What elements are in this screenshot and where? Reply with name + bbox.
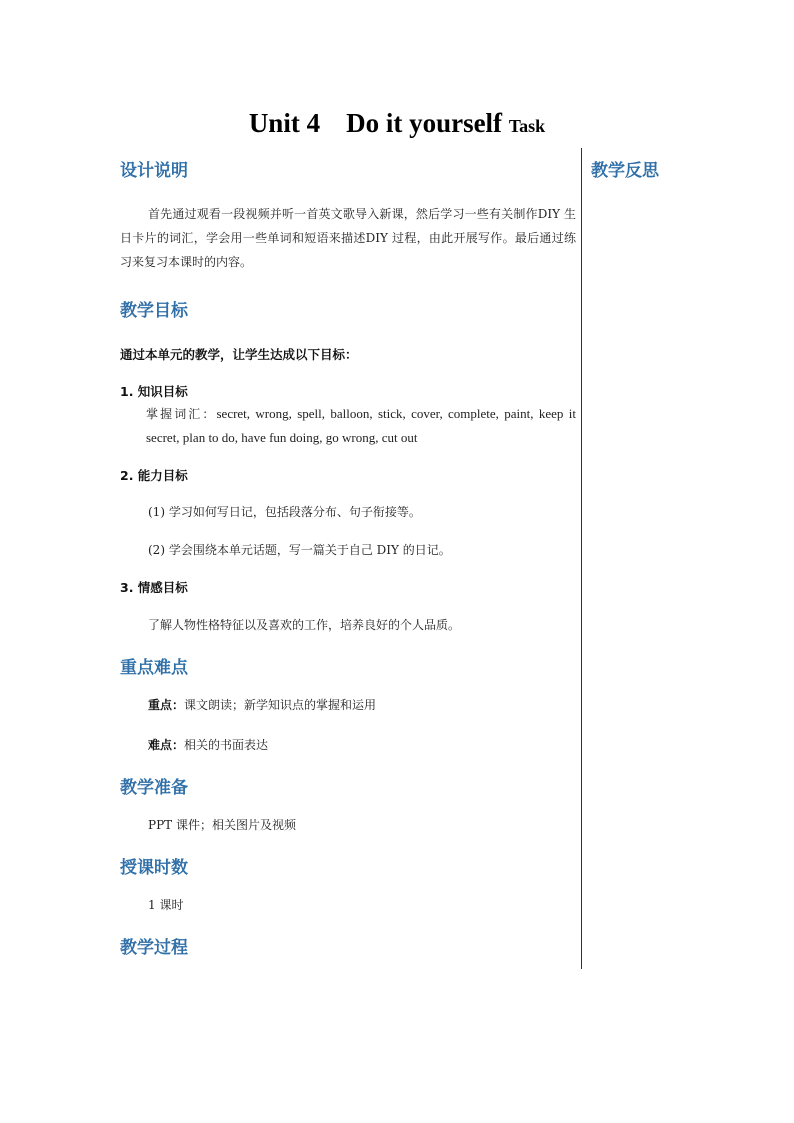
design-heading: 设计说明 — [120, 161, 188, 181]
key-text: 课文朗读；新学知识点的掌握和运用 — [184, 698, 377, 712]
title-name: Do it yourself — [346, 108, 503, 138]
objectives-heading: 教学目标 — [120, 301, 188, 321]
preparation-text: PPT 课件；相关图片及视频 — [148, 818, 296, 832]
title-suffix: Task — [508, 116, 546, 136]
design-text: 首先通过观看一段视频并听一首英文歌导入新课，然后学习一些有关制作DIY 生日卡片的词汇，学会用一些单词和短语来描述DIY 过程，由此开展写作。最后通过练习来复习本课时的内容。 — [120, 207, 576, 269]
page-title — [0, 108, 794, 139]
ability-heading: 2. 能力目标 — [120, 468, 188, 483]
emotion-text: 了解人物性格特征以及喜欢的工作，培养良好的个人品质。 — [148, 618, 461, 632]
difficult-point-line — [148, 736, 268, 753]
emotion-heading: 3. 情感目标 — [120, 580, 188, 595]
title-unit: Unit 4 — [248, 108, 321, 138]
key-label: 重点： — [148, 698, 185, 712]
knowledge-heading: 1. 知识目标 — [120, 384, 188, 399]
difficult-label: 难点： — [148, 738, 185, 752]
knowledge-text — [146, 402, 576, 450]
difficult-text: 相关的书面表达 — [184, 738, 269, 752]
preparation-heading: 教学准备 — [120, 778, 188, 798]
reflection-heading: 教学反思 — [591, 161, 659, 181]
knowledge-words: secret, wrong, spell, balloon, stick, cover, complete, paint, keep it secret, plan to do, have fun doing, go wrong, cut out — [146, 406, 576, 445]
hours-text: 1 课时 — [148, 898, 184, 912]
ability-item-1: (1) 学习如何写日记，包括段落分布、句子衔接等。 — [148, 505, 421, 519]
knowledge-prefix: 掌握词汇： — [146, 407, 217, 421]
objectives-intro: 通过本单元的教学，让学生达成以下目标： — [120, 347, 358, 362]
key-points-heading: 重点难点 — [120, 658, 188, 678]
ability-item-2: (2) 学会围绕本单元话题，写一篇关于自己 DIY 的日记。 — [148, 543, 451, 557]
column-divider — [581, 148, 582, 969]
hours-heading: 授课时数 — [120, 858, 188, 878]
key-point-line — [148, 696, 376, 713]
process-heading: 教学过程 — [120, 938, 188, 958]
